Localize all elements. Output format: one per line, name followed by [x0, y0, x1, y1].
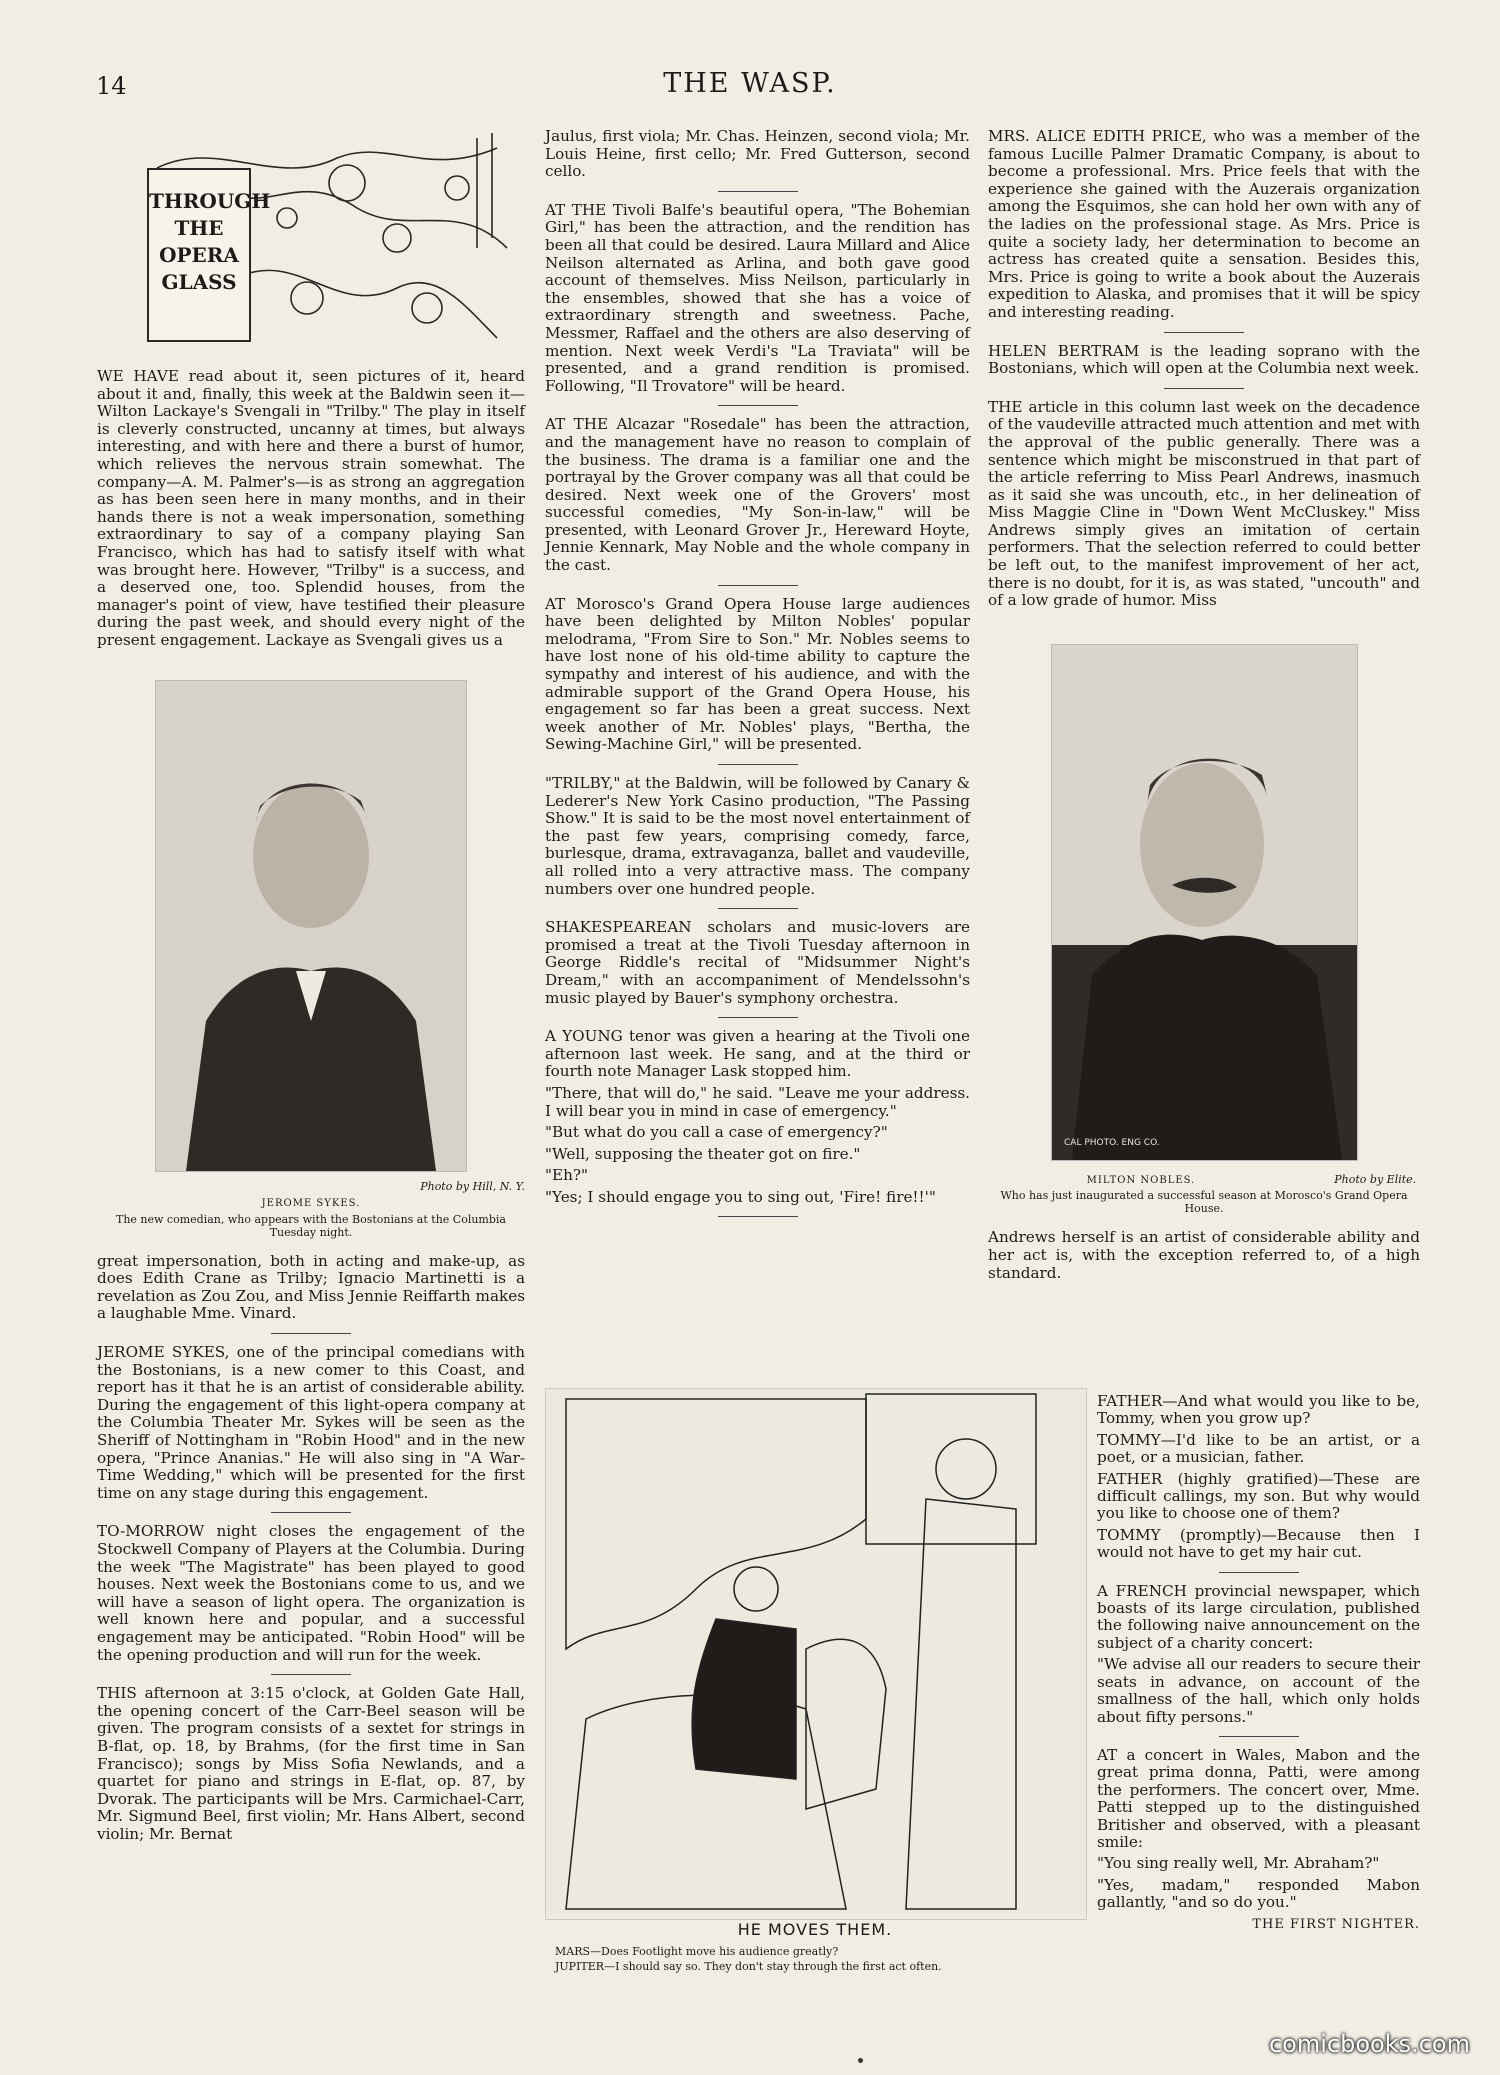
dialogue-line-1: "There, that will do," he said. "Leave me your address. I will bear you in mind in case of emergency." [545, 1083, 970, 1120]
french-newspaper-paragraph: A FRENCH provincial newspaper, which boasts of its large circulation, published the following naive announcement on the subject of a charity concert: [1097, 1581, 1420, 1652]
site-watermark: comicbooks.com [1268, 2030, 1470, 2058]
column-1 [97, 128, 525, 1848]
first-nighter-signature: THE FIRST NIGHTER. [1252, 1916, 1420, 1932]
divider [718, 1017, 798, 1018]
divider [718, 191, 798, 192]
divider [718, 908, 798, 909]
column-3-lower [1097, 1393, 1420, 1933]
dialogue-line-4: "Eh?" [545, 1166, 588, 1185]
logo-line-3: OPERA [159, 243, 239, 267]
tivoli-bohemian-girl-paragraph: AT THE Tivoli Balfe's beautiful opera, "The Bohemian Girl," has been the attraction, and the rendition has been all that could be desired. Laura Millard and Alice Neilson alternated as Arlina, and both gave good account of themselves. Miss Neilson, particularly in the ensembles, showed that she has a voice of extraordinary strength and sweetness. Pache, Messmer, Raffael and the others are also deserving of mention. Next week Verdi's "La Traviata" will be presented, and a grand rendition is promised. Following, "Il Trovatore" will be heard. [545, 200, 970, 395]
nobles-photo-name: MILTON NOBLES. [1086, 1174, 1196, 1186]
divider [1164, 388, 1244, 389]
column-3 [988, 128, 1420, 1286]
divider [1164, 332, 1244, 333]
young-tenor-paragraph: A YOUNG tenor was given a hearing at the Tivoli one afternoon last week. He sang, and at the third or fourth note Manager Lask stopped him. [545, 1027, 970, 1081]
jerome-sykes-photo [155, 680, 467, 1172]
carr-beel-concert-paragraph: THIS afternoon at 3:15 o'clock, at Golden Gate Hall, the opening concert of the Carr-Beel season will be given. The program consists of a sextet for strings in B-flat, op. 18, by Brahms, (for the first time in San Francisco); songs by Miss Sofia Newlands, and a quartet for piano and strings in E-flat, op. 87, by Dvorak. The participants will be Mrs. Carmichael-Carr, Mr. Sigmund Beel, first violin; Mr. Hans Albert, second violin; Mr. Bernat [97, 1684, 525, 1843]
trilby-cast-paragraph: great impersonation, both in acting and make-up, as does Edith Crane as Trilby; Ignacio Martinetti is a revelation as Zou Zou, and Miss Jennie Reiffarth makes a laughable Mme. Vinard. [97, 1251, 525, 1323]
nobles-photo-caption: Who has just inaugurated a successful season at Morosco's Grand Opera House. [1000, 1189, 1408, 1216]
page-dot [858, 2058, 863, 2063]
tommy-line: TOMMY—I'd like to be an artist, or a poet, or a musician, father. [1097, 1430, 1420, 1467]
father-line: FATHER—And what would you like to be, Tommy, when you grow up? [1097, 1392, 1420, 1428]
photo-engraver-mark: CAL PHOTO. ENG CO. [1063, 1137, 1160, 1148]
passing-show-paragraph: "TRILBY," at the Baldwin, will be followed by Canary & Lederer's New York Casino production, "The Passing Show." It is said to be the most novel entertainment of the past few years, comprising comedy, farce, burlesque, drama, extravaganza, ballet and vaudeville, all rolled into a very attractive mass. The company numbers over one hundred people. [545, 774, 970, 898]
cartoon-illustration [545, 1388, 1087, 1920]
stockwell-paragraph: TO-MORROW night closes the engagement of the Stockwell Company of Players at the Columbia. During the week "The Magistrate" has been played to good houses. Next week the Bostonians come to us, and we will have a season of light opera. The organization is well known here and popular, and a successful engagement may be anticipated. "Robin Hood" will be the opening production and will run for the week. [97, 1522, 525, 1664]
patti-concert-paragraph: AT a concert in Wales, Mabon and the great prima donna, Patti, were among the performers. The concert over, Mme. Patti stepped up to the distinguished Britisher and observed, with a pleasant smile: [1097, 1745, 1420, 1851]
dialogue-line-5: "Yes; I should engage you to sing out, 'Fire! fire!!'" [545, 1187, 936, 1206]
jerome-sykes-paragraph: JEROME SYKES, one of the principal comedians with the Bostonians, is a new comer to this Coast, and report has it that he is an artist of considerable ability. During the engagement of this light-opera company at the Columbia Theater Mr. Sykes will be seen as the Sheriff of Nottingham in "Robin Hood" and in the new opera, "Prince Ananias." He will also sing in "A War-Time Wedding," which will be presented for the first time on any stage during this engagement. [97, 1343, 525, 1502]
cartoon-title: HE MOVES THEM. [737, 1920, 893, 1939]
divider [271, 1674, 351, 1675]
sykes-photo-credit: Photo by Hill, N. Y. [420, 1179, 525, 1193]
father-gratified-line: FATHER (highly gratified)—These are difficult callings, my son. But why would you like to choose one of them? [1097, 1469, 1420, 1523]
andrews-ability-paragraph: Andrews herself is an artist of considerable ability and her act is, with the exception referred to, of a high standard. [988, 1228, 1420, 1282]
divider [1219, 1736, 1299, 1737]
logo-frame [147, 168, 271, 342]
helen-bertram-paragraph: HELEN BERTRAM is the leading soprano with the Bostonians, which will open at the Columbia next week. [988, 341, 1420, 378]
sykes-photo-caption: The new comedian, who appears with the Bostonians at the Columbia Tuesday night. [116, 1212, 506, 1239]
alcazar-rosedale-paragraph: AT THE Alcazar "Rosedale" has been the attraction, and the management have no reason to complain of the business. The drama is a familiar one and the portrayal by the Grover company was all that could be desired. Next week one of the Grovers' most successful comedies, "My Son-in-law," will be presented, with Leonard Grover Jr., Hereward Hoyte, Jennie Kennark, May Noble and the whole company in the cast. [545, 415, 970, 575]
cartoon-caption-line-1: MARS—Does Footlight move his audience greatly? [555, 1945, 839, 1958]
logo-text [149, 188, 271, 296]
mabon-reply: "Yes, madam," responded Mabon gallantly, "and so do you." [1097, 1875, 1420, 1912]
cartoon-caption [555, 1944, 1085, 1974]
nobles-photo-credit: Photo by Elite. [1334, 1172, 1417, 1186]
cartoon-caption-line-2: JUPITER—I should say so. They don't stay through the first act often. [555, 1960, 942, 1973]
dialogue-line-3: "Well, supposing the theater got on fire." [545, 1144, 861, 1163]
shakespearean-recital-paragraph: SHAKESPEAREAN scholars and music-lovers are promised a treat at the Tivoli Tuesday afternoon in George Riddle's recital of "Midsummer Night's Dream," with an accompaniment of Mendelssohn's music played by Bauer's symphony orchestra. [545, 918, 970, 1007]
cartoon-drawing [546, 1389, 1086, 1919]
sextet-performers-paragraph: Jaulus, first viola; Mr. Chas. Heinzen, second viola; Mr. Louis Heine, first cello; Mr. Fred Gutterson, second cello. [545, 127, 970, 181]
alice-edith-price-paragraph: MRS. ALICE EDITH PRICE, who was a member of the famous Lucille Palmer Dramatic Company, is about to become a professional. Mrs. Price feels that with the experience she gained with the Auzerais organization among the Esquimos, she can hold her own with any of the ladies on the professional stage. As Mrs. Price is quite a society lady, her determination to become an actress has created quite a sensation. Besides this, Mrs. Price is going to write a book about the Auzerais expedition to Alaska, and promises that it will be spicy and interesting reading. [988, 127, 1420, 321]
sykes-photo-name: JEROME SYKES. [261, 1198, 361, 1210]
logo-line-4: GLASS [161, 270, 237, 294]
tommy-promptly-line: TOMMY (promptly)—Because then I would not have to get my hair cut. [1097, 1525, 1420, 1562]
morosco-grand-opera-paragraph: AT Morosco's Grand Opera House large audiences have been delighted by Milton Nobles' popular melodrama, "From Sire to Son." Mr. Nobles seems to have lost none of his old-time ability to capture the sympathy and interest of his audience, and with the admirable support of the Grand Opera House, his engagement so far has been a great success. Next week another of Mr. Nobles' plays, "Bertha, the Sewing-Machine Girl," will be presented. [545, 594, 970, 754]
french-newspaper-quote: "We advise all our readers to secure their seats in advance, on account of the smallness of the hall, which only holds about fifty persons." [1097, 1655, 1420, 1726]
divider [271, 1512, 351, 1513]
divider [718, 405, 798, 406]
page-number: 14 [96, 72, 127, 100]
logo-line-1: THROUGH [149, 189, 271, 213]
milton-nobles-photo [1051, 644, 1358, 1161]
trilby-review-paragraph: WE HAVE read about it, seen pictures of it, heard about it and, finally, this week at the Baldwin seen it—Wilton Lackaye's Svengali in "Trilby." The play in itself is cleverly constructed, uncanny at times, but always interesting, and with here and there a burst of humor, which relieves the nervous strain somewhat. The company—A. M. Palmer's—is as strong an aggregation as has been seen here in many months, and in their hands there is not a weak impersonation, something extraordinary to say of a company playing San Francisco, which has had to satisfy itself with what was brought here. However, "Trilby" is a success, and a deserved one, too. Splendid houses, from the manager's point of view, have testified their pleasure during the past week, and should every night of the present engagement. Lackaye as Svengali gives us a [97, 367, 525, 649]
logo-line-2: THE [174, 216, 224, 240]
opera-glass-logo [97, 128, 522, 358]
masthead-title: THE WASP. [663, 68, 837, 99]
divider [718, 764, 798, 765]
dialogue-line-2: "But what do you call a case of emergency?" [545, 1123, 888, 1142]
column-2 [545, 128, 970, 1227]
divider [718, 1216, 798, 1217]
divider [1219, 1572, 1299, 1573]
divider [271, 1333, 351, 1334]
patti-quote: "You sing really well, Mr. Abraham?" [1097, 1854, 1380, 1873]
divider [718, 585, 798, 586]
vaudeville-article-paragraph: THE article in this column last week on the decadence of the vaudeville attracted much attention and met with the approval of the public generally. There was a sentence which might be misconstrued in that part of the article referring to Miss Pearl Andrews, inasmuch as it said she was uncouth, etc., in her delineation of Miss Maggie Cline in "Down Went McCluskey." Miss Andrews simply gives an imitation of certain performers. That the selection referred to could better be left out, to the manifest improvement of her act, there is no doubt, for it is, as was stated, "uncouth" and of a low grade of humor. Miss [988, 397, 1420, 610]
